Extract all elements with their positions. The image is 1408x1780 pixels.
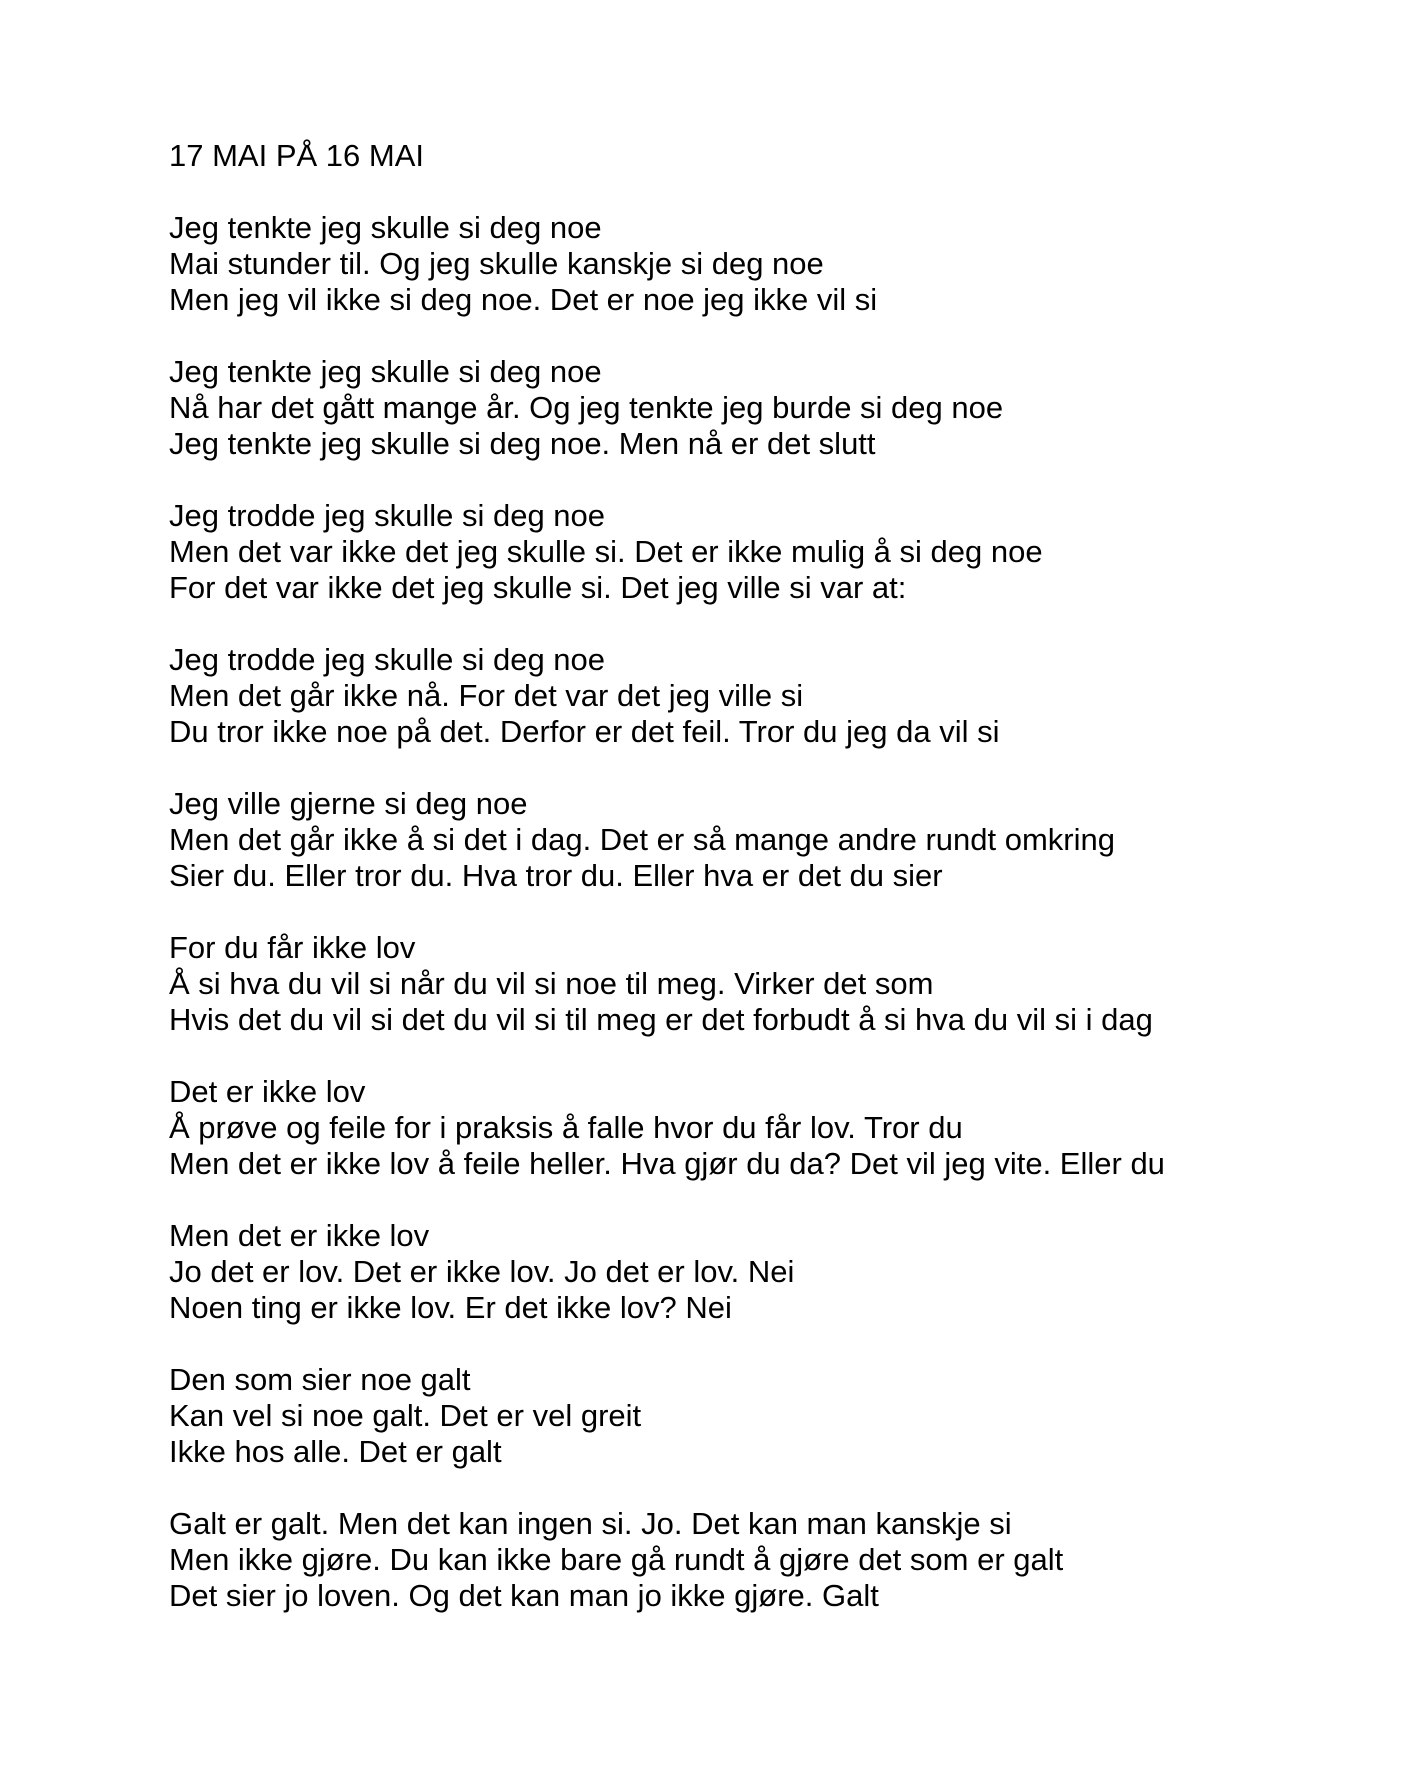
poem-line: Jeg tenkte jeg skulle si deg noe <box>169 210 602 245</box>
poem-line: Jeg trodde jeg skulle si deg noe <box>169 642 606 677</box>
poem-line: Jeg tenkte jeg skulle si deg noe <box>169 354 602 389</box>
poem-line: Den som sier noe galt <box>169 1362 471 1397</box>
stanza <box>169 354 1369 462</box>
stanza <box>169 1074 1369 1182</box>
poem-line: Hvis det du vil si det du vil si til meg er det forbudt å si hva du vil si i dag <box>169 1002 1153 1037</box>
poem-line: Å si hva du vil si når du vil si noe til meg. Virker det som <box>169 966 934 1001</box>
poem-line: Jo det er lov. Det er ikke lov. Jo det er lov. Nei <box>169 1254 795 1289</box>
stanza <box>169 210 1369 318</box>
poem-line: Jeg ville gjerne si deg noe <box>169 786 528 821</box>
poem-line: For det var ikke det jeg skulle si. Det jeg ville si var at: <box>169 570 907 605</box>
poem-line: Ikke hos alle. Det er galt <box>169 1434 502 1469</box>
poem-line: Men jeg vil ikke si deg noe. Det er noe jeg ikke vil si <box>169 282 878 317</box>
poem-line: For du får ikke lov <box>169 930 416 965</box>
stanza <box>169 1218 1369 1326</box>
poem-line: Mai stunder til. Og jeg skulle kanskje si deg noe <box>169 246 824 281</box>
poem-line: Jeg trodde jeg skulle si deg noe <box>169 498 606 533</box>
poem-line: Det sier jo loven. Og det kan man jo ikke gjøre. Galt <box>169 1578 879 1613</box>
poem-line: Jeg tenkte jeg skulle si deg noe. Men nå er det slutt <box>169 426 876 461</box>
document-title: 17 MAI PÅ 16 MAI <box>169 138 424 173</box>
document-page <box>169 138 1369 1650</box>
poem-line: Men det var ikke det jeg skulle si. Det er ikke mulig å si deg noe <box>169 534 1043 569</box>
stanza <box>169 1362 1369 1470</box>
poem-line: Noen ting er ikke lov. Er det ikke lov? Nei <box>169 1290 732 1325</box>
poem-line: Sier du. Eller tror du. Hva tror du. Eller hva er det du sier <box>169 858 943 893</box>
poem-line: Kan vel si noe galt. Det er vel greit <box>169 1398 642 1433</box>
stanza <box>169 498 1369 606</box>
stanza <box>169 642 1369 750</box>
poem-line: Det er ikke lov <box>169 1074 366 1109</box>
stanza <box>169 786 1369 894</box>
poem-line: Du tror ikke noe på det. Derfor er det feil. Tror du jeg da vil si <box>169 714 1000 749</box>
stanza <box>169 930 1369 1038</box>
poem-line: Nå har det gått mange år. Og jeg tenkte jeg burde si deg noe <box>169 390 1004 425</box>
poem-line: Men det går ikke å si det i dag. Det er så mange andre rundt omkring <box>169 822 1115 857</box>
poem-line: Å prøve og feile for i praksis å falle hvor du får lov. Tror du <box>169 1110 963 1145</box>
poem-line: Men ikke gjøre. Du kan ikke bare gå rundt å gjøre det som er galt <box>169 1542 1064 1577</box>
poem-line: Galt er galt. Men det kan ingen si. Jo. Det kan man kanskje si <box>169 1506 1012 1541</box>
poem-line: Men det går ikke nå. For det var det jeg ville si <box>169 678 804 713</box>
poem-line: Men det er ikke lov å feile heller. Hva gjør du da? Det vil jeg vite. Eller du <box>169 1146 1165 1181</box>
stanza <box>169 1506 1369 1614</box>
poem-line: Men det er ikke lov <box>169 1218 430 1253</box>
poem-body <box>169 210 1369 1614</box>
